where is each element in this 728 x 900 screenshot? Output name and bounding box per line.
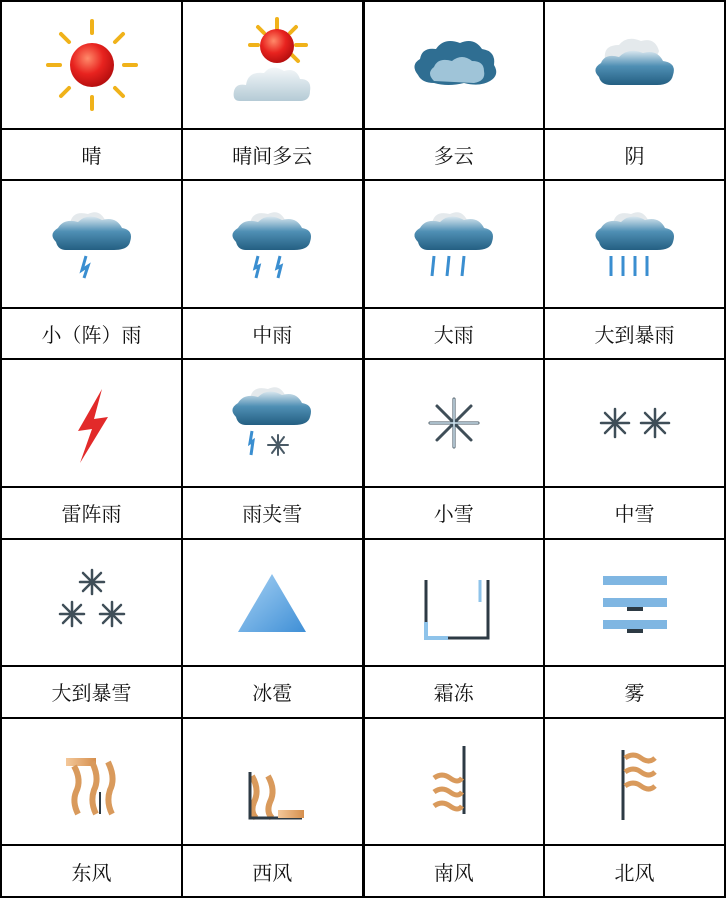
- cell-hail: [182, 539, 363, 667]
- weather-label: 南风: [363, 845, 544, 897]
- icon-row: [1, 539, 725, 667]
- weather-label: 霜冻: [363, 666, 544, 718]
- label-row: [1, 845, 725, 897]
- weather-label: 大雨: [363, 308, 544, 360]
- weather-label: 小雪: [363, 487, 544, 539]
- cell-frost: [363, 539, 544, 667]
- cell-sun: [1, 1, 182, 129]
- cell-rainstorm: [544, 180, 725, 308]
- cell-thunderstorm: [1, 359, 182, 487]
- cell-west-wind: [182, 718, 363, 846]
- cell-heavy-snow: [1, 539, 182, 667]
- heavy-snow-icon: [42, 552, 142, 652]
- weather-label: 冰雹: [182, 666, 363, 718]
- cell-north-wind: [544, 718, 725, 846]
- label-row: [1, 129, 725, 181]
- label-row: [1, 308, 725, 360]
- frost-icon: [404, 552, 504, 652]
- weather-label: 西风: [182, 845, 363, 897]
- partly-cloudy-icon: [222, 15, 322, 115]
- weather-label: 东风: [1, 845, 182, 897]
- cell-light-snow: [363, 359, 544, 487]
- heavy-rain-icon: [404, 194, 504, 294]
- icon-row: [1, 359, 725, 487]
- weather-label: 北风: [544, 845, 725, 897]
- label-row: [1, 487, 725, 539]
- cell-east-wind: [1, 718, 182, 846]
- weather-label: 晴间多云: [182, 129, 363, 181]
- cell-partly-cloudy: [182, 1, 363, 129]
- icon-row: [1, 180, 725, 308]
- moderate-rain-icon: [222, 194, 322, 294]
- cell-heavy-rain: [363, 180, 544, 308]
- sun-icon: [42, 15, 142, 115]
- weather-label: 雨夹雪: [182, 487, 363, 539]
- icon-row: [1, 1, 725, 129]
- south-wind-icon: [404, 732, 504, 832]
- rainstorm-icon: [585, 194, 685, 294]
- thunderstorm-icon: [42, 373, 142, 473]
- weather-label: 雷阵雨: [1, 487, 182, 539]
- cell-cloudy: [363, 1, 544, 129]
- weather-label: 多云: [363, 129, 544, 181]
- light-rain-icon: [42, 194, 142, 294]
- weather-label: 大到暴雨: [544, 308, 725, 360]
- weather-label: 雾: [544, 666, 725, 718]
- north-wind-icon: [585, 732, 685, 832]
- label-row: [1, 666, 725, 718]
- cell-south-wind: [363, 718, 544, 846]
- weather-label: 晴: [1, 129, 182, 181]
- cell-moderate-rain: [182, 180, 363, 308]
- weather-label: 中雪: [544, 487, 725, 539]
- weather-label: 中雨: [182, 308, 363, 360]
- hail-icon: [222, 552, 322, 652]
- fog-icon: [585, 552, 685, 652]
- cell-moderate-snow: [544, 359, 725, 487]
- east-wind-icon: [42, 732, 142, 832]
- weather-label: 小（阵）雨: [1, 308, 182, 360]
- cell-sleet: [182, 359, 363, 487]
- weather-label: 阴: [544, 129, 725, 181]
- weather-label: 大到暴雪: [1, 666, 182, 718]
- icon-row: [1, 718, 725, 846]
- cell-overcast: [544, 1, 725, 129]
- light-snow-icon: [404, 373, 504, 473]
- sleet-icon: [222, 373, 322, 473]
- cell-light-rain: [1, 180, 182, 308]
- west-wind-icon: [222, 732, 322, 832]
- moderate-snow-icon: [585, 373, 685, 473]
- cloudy-icon: [404, 15, 504, 115]
- overcast-icon: [585, 15, 685, 115]
- cell-fog: [544, 539, 725, 667]
